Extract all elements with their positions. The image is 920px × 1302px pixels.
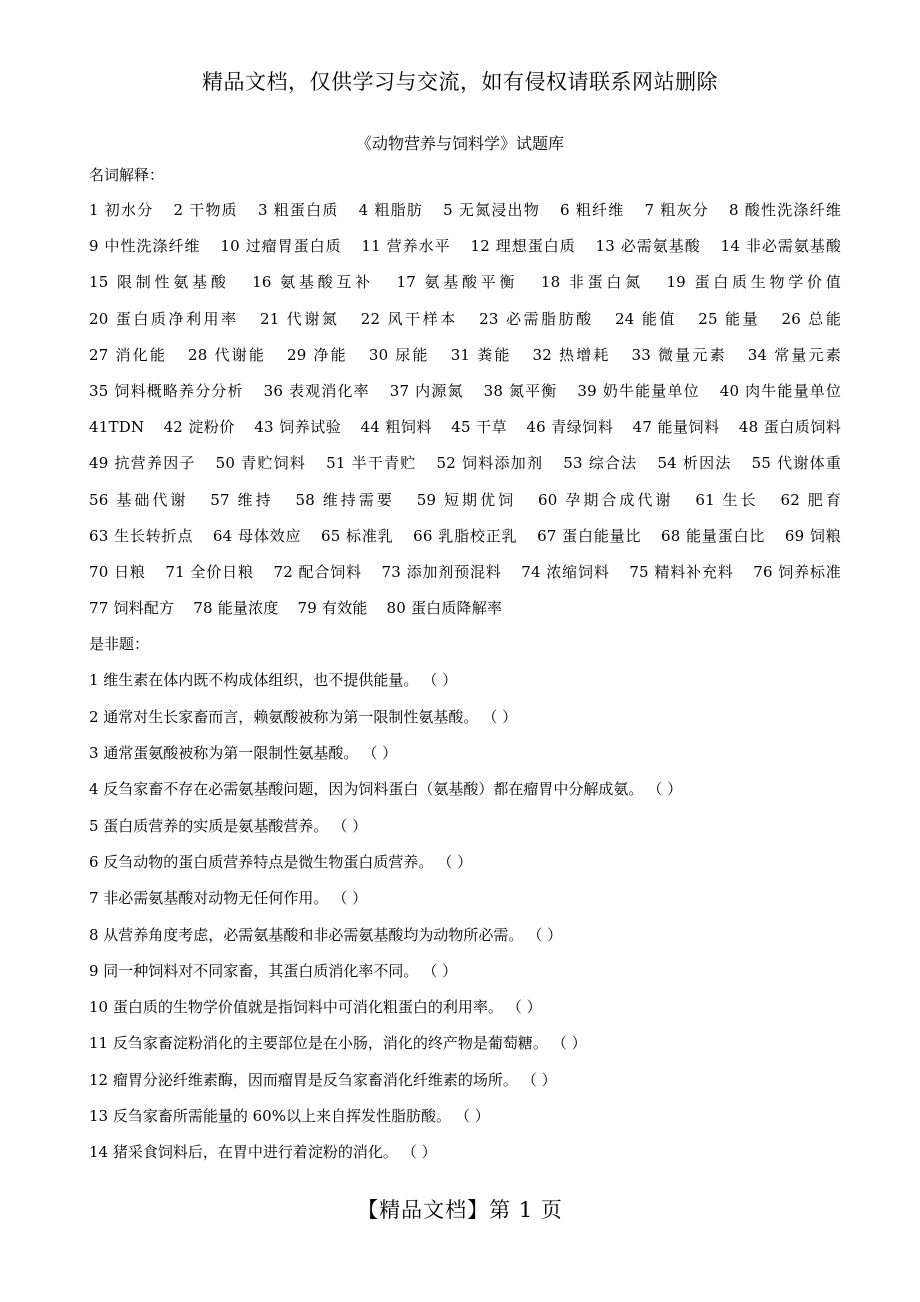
term-item: 27 消化能 — [89, 345, 168, 364]
term-item: 39 奶牛能量单位 — [577, 382, 700, 401]
term-item: 33 微量元素 — [631, 345, 727, 364]
answer-blank[interactable]: （ ） — [422, 671, 458, 690]
question-text: 3 通常蛋氨酸被称为第一限制性氨基酸。 — [89, 744, 359, 763]
term-item: 11 营养水平 — [361, 237, 451, 256]
term-item: 47 能量饲料 — [632, 418, 720, 437]
term-item: 4 粗脂肪 — [358, 201, 424, 219]
term-item: 24 能值 — [615, 309, 677, 328]
term-item: 58 维持需要 — [295, 490, 395, 509]
term-item: 79 有效能 — [297, 599, 368, 618]
term-item: 73 添加剂预混料 — [381, 563, 502, 582]
true-false-question — [89, 771, 855, 807]
term-item: 42 淀粉价 — [163, 418, 235, 437]
answer-blank[interactable]: （ ） — [647, 780, 683, 799]
term-item: 28 代谢能 — [188, 345, 267, 364]
term-item: 6 粗纤维 — [560, 201, 625, 219]
term-item: 2 干物质 — [173, 201, 238, 219]
document-body — [89, 163, 855, 1171]
answer-blank[interactable]: （ ） — [401, 1143, 437, 1162]
question-text: 12 瘤胃分泌纤维素酶，因而瘤胃是反刍家畜消化纤维素的场所。 — [89, 1070, 518, 1089]
term-item: 51 半干青贮 — [326, 454, 417, 473]
term-item: 78 能量浓度 — [193, 599, 279, 618]
term-item: 25 能量 — [698, 309, 761, 328]
answer-blank[interactable]: （ ） — [482, 707, 518, 726]
term-item: 70 日粮 — [89, 563, 146, 582]
term-item: 12 理想蛋白质 — [470, 237, 576, 256]
page-footer: 【精品文档】第 1 页 — [357, 1198, 563, 1222]
term-item: 44 粗饲料 — [360, 418, 432, 437]
term-item: 61 生长 — [695, 490, 759, 509]
question-text: 6 反刍动物的蛋白质营养特点是微生物蛋白质营养。 — [89, 852, 434, 871]
term-item: 32 热增耗 — [532, 345, 611, 364]
document-title: 《动物营养与饲料学》试题库 — [355, 134, 564, 153]
term-item: 23 必需脂肪酸 — [479, 309, 594, 328]
question-text: 1 维生素在体内既不构成体组织，也不提供能量。 — [89, 671, 419, 690]
answer-blank[interactable]: （ ） — [527, 925, 563, 944]
term-item: 69 饲粮 — [784, 526, 841, 545]
true-false-list — [89, 662, 855, 1170]
term-item: 1 初水分 — [89, 201, 154, 219]
term-item: 66 乳脂校正乳 — [413, 526, 518, 545]
term-item: 5 无氮浸出物 — [443, 201, 541, 219]
answer-blank[interactable]: （ ） — [521, 1070, 557, 1089]
question-text: 2 通常对生长家畜而言，赖氨酸被称为第一限制性氨基酸。 — [89, 707, 479, 726]
question-text: 10 蛋白质的生物学价值就是指饲料中可消化粗蛋白的利用率。 — [89, 998, 503, 1017]
true-false-question — [89, 735, 855, 771]
term-item: 45 干草 — [451, 418, 508, 437]
term-item: 15 限制性氨基酸 — [89, 273, 230, 292]
true-false-question — [89, 699, 855, 735]
true-false-question — [89, 1025, 855, 1061]
term-item: 29 净能 — [287, 345, 348, 364]
term-item: 76 饲养标准 — [753, 563, 842, 582]
question-text: 13 反刍家畜所需能量的 60%以上来自挥发性脂肪酸。 — [89, 1107, 451, 1125]
term-item: 8 酸性洗涤纤维 — [728, 201, 842, 219]
term-item: 77 饲料配方 — [89, 599, 175, 618]
copyright-notice: 精品文档，仅供学习与交流，如有侵权请联系网站删除 — [202, 70, 718, 94]
term-item: 74 浓缩饲料 — [521, 563, 610, 582]
answer-blank[interactable]: （ ） — [506, 998, 542, 1017]
term-item: 75 精料补充料 — [629, 563, 734, 582]
term-item: 21 代谢氮 — [260, 309, 340, 328]
answer-blank[interactable]: （ ） — [437, 852, 473, 871]
term-item: 9 中性洗涤纤维 — [89, 237, 201, 256]
term-item: 17 氨基酸平衡 — [396, 273, 519, 292]
term-item: 53 综合法 — [563, 454, 638, 473]
term-item: 67 蛋白能量比 — [537, 526, 642, 545]
true-false-question — [89, 953, 855, 989]
term-item: 52 饲料添加剂 — [436, 454, 544, 473]
term-item: 16 氨基酸互补 — [252, 273, 374, 292]
term-item: 68 能量蛋白比 — [660, 526, 766, 545]
answer-blank[interactable]: （ ） — [332, 816, 368, 835]
term-item: 43 饲养试验 — [254, 418, 342, 437]
term-item: 59 短期优饲 — [416, 490, 517, 509]
question-text: 8 从营养角度考虑，必需氨基酸和非必需氨基酸均为动物所必需。 — [89, 925, 524, 944]
term-item: 41TDN — [89, 418, 145, 437]
question-text: 5 蛋白质营养的实质是氨基酸营养。 — [89, 816, 329, 835]
question-text: 7 非必需氨基酸对动物无任何作用。 — [89, 889, 329, 908]
term-item: 62 肥育 — [780, 490, 842, 509]
term-item: 56 基础代谢 — [89, 490, 189, 509]
true-false-question — [89, 1098, 855, 1134]
term-item: 22 风干样本 — [360, 309, 458, 328]
term-item: 30 尿能 — [368, 345, 430, 364]
answer-blank[interactable]: （ ） — [362, 744, 398, 763]
true-false-question — [89, 917, 855, 953]
terms-section-label: 名词解释： — [89, 166, 165, 184]
term-item: 48 蛋白质饲料 — [738, 418, 842, 437]
true-false-question — [89, 880, 855, 916]
term-item: 60 孕期合成代谢 — [537, 490, 674, 509]
term-item: 54 析因法 — [657, 454, 732, 473]
term-item: 72 配合饲料 — [273, 563, 362, 582]
term-item: 20 蛋白质净利用率 — [89, 309, 239, 328]
term-item: 36 表观消化率 — [263, 382, 370, 401]
term-item: 31 粪能 — [450, 345, 512, 364]
true-false-question — [89, 989, 855, 1025]
term-item: 80 蛋白质降解率 — [386, 599, 503, 618]
true-false-question — [89, 844, 855, 880]
term-item: 14 非必需氨基酸 — [720, 237, 842, 256]
term-item: 38 氮平衡 — [483, 382, 558, 401]
true-false-question — [89, 808, 855, 844]
term-item: 13 必需氨基酸 — [595, 237, 701, 256]
terms-list — [89, 192, 855, 626]
term-item: 57 维持 — [210, 490, 274, 509]
answer-blank[interactable]: （ ） — [454, 1107, 490, 1125]
true-false-question — [89, 1134, 855, 1170]
term-item: 18 非蛋白氮 — [540, 273, 644, 292]
term-item: 10 过瘤胃蛋白质 — [220, 237, 342, 256]
term-item: 49 抗营养因子 — [89, 454, 196, 473]
term-item: 3 粗蛋白质 — [257, 201, 339, 219]
term-item: 50 青贮饲料 — [215, 454, 307, 473]
term-item: 65 标准乳 — [320, 526, 394, 545]
answer-blank[interactable]: （ ） — [422, 961, 458, 980]
term-item: 64 母体效应 — [212, 526, 302, 545]
term-item: 26 总能 — [781, 309, 842, 328]
term-item: 55 代谢体重 — [751, 454, 842, 473]
term-item: 19 蛋白质生物学价值 — [666, 273, 841, 292]
answer-blank[interactable]: （ ） — [551, 1034, 587, 1053]
term-item: 37 内源氮 — [389, 382, 464, 401]
term-item: 71 全价日粮 — [165, 563, 254, 582]
term-item: 7 粗灰分 — [644, 201, 709, 219]
term-item: 40 肉牛能量单位 — [719, 382, 842, 401]
true-false-section-label: 是非题： — [89, 635, 150, 654]
question-text: 11 反刍家畜淀粉消化的主要部位是在小肠，消化的终产物是葡萄糖。 — [89, 1034, 548, 1053]
question-text: 9 同一种饲料对不同家畜，其蛋白质消化率不同。 — [89, 961, 419, 980]
true-false-question — [89, 662, 855, 698]
term-item: 46 青绿饲料 — [526, 418, 614, 437]
true-false-question — [89, 1062, 855, 1098]
answer-blank[interactable]: （ ） — [332, 889, 368, 908]
term-item: 35 饲料概略养分分析 — [89, 382, 244, 401]
question-text: 14 猪采食饲料后，在胃中进行着淀粉的消化。 — [89, 1143, 398, 1162]
term-item: 34 常量元素 — [747, 345, 841, 364]
question-text: 4 反刍家畜不存在必需氨基酸问题，因为饲料蛋白（氨基酸）都在瘤胃中分解成氨。 — [89, 780, 644, 799]
term-item: 63 生长转折点 — [89, 526, 194, 545]
